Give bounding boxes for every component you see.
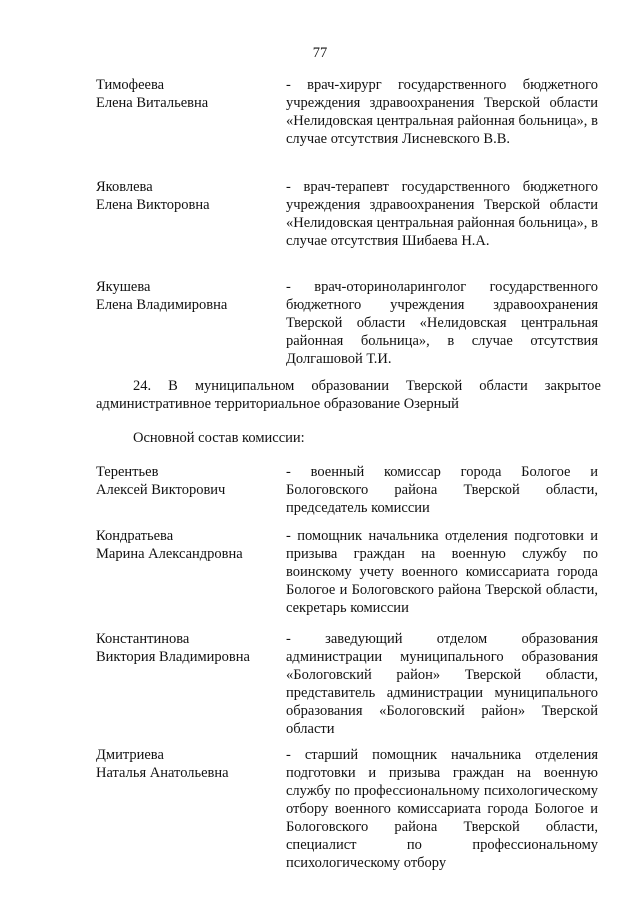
member-role: - старший помощник начальника отделения подготовки и призыва граждан на военную службу по профессиональному психологическому отбору военного комиссариата города Бологое и Бологовского района Тверской области, специалист по профессиональному психологическому отбору: [286, 747, 598, 871]
page-number: 77: [312, 45, 328, 61]
member-given-names: Виктория Владимировна: [96, 649, 250, 665]
member-name: [96, 746, 281, 782]
member-given-names: Елена Владимировна: [96, 297, 228, 313]
member-name: [96, 178, 281, 214]
member-surname: Дмитриева: [96, 747, 164, 763]
member-given-names: Алексей Викторович: [96, 482, 226, 498]
member-given-names: Наталья Анатольевна: [96, 765, 229, 781]
member-role: - помощник начальника отделения подготовки и призыва граждан на военную службу по воинскому учету военного комиссариата города Бологое и Бологовского района Тверской области, секретарь комиссии: [286, 528, 598, 616]
member-name: [96, 527, 281, 563]
member-name: [96, 76, 281, 112]
member-given-names: Елена Витальевна: [96, 95, 209, 111]
member-given-names: Елена Викторовна: [96, 197, 210, 213]
member-role: - врач-оториноларинголог государственного бюджетного учреждения здравоохранения Тверской области «Нелидовская центральная районная больница», в случае отсутствия Долгашовой Т.И.: [286, 279, 598, 367]
member-name: [96, 278, 281, 314]
member-name: [96, 463, 281, 499]
member-surname: Константинова: [96, 631, 190, 647]
commission-subheading: Основной состав комиссии:: [133, 430, 305, 446]
member-given-names: Марина Александровна: [96, 546, 243, 562]
member-role: - военный комиссар города Бологое и Бологовского района Тверской области, председатель комиссии: [286, 464, 598, 516]
member-surname: Кондратьева: [96, 528, 174, 544]
member-surname: Терентьев: [96, 464, 159, 480]
member-name: [96, 630, 281, 666]
member-surname: Тимофеева: [96, 77, 165, 93]
member-role: - врач-терапевт государственного бюджетного учреждения здравоохранения Тверской области «Нелидовская центральная районная больница», в случае отсутствия Шибаева Н.А.: [286, 179, 598, 249]
member-role: - врач-хирург государственного бюджетного учреждения здравоохранения Тверской области «Нелидовская центральная районная больница», в случае отсутствия Лисневского В.В.: [286, 77, 598, 147]
member-surname: Яковлева: [96, 179, 153, 195]
member-surname: Якушева: [96, 279, 151, 295]
member-role: - заведующий отделом образования администрации муниципального образования «Бологовский район» Тверской области, представитель администрации муниципального образования «Бологовский район» Тверской области: [286, 631, 598, 737]
section-heading: 24. В муниципальном образовании Тверской области закрытое административное территориальное образование Озерный: [96, 378, 601, 412]
